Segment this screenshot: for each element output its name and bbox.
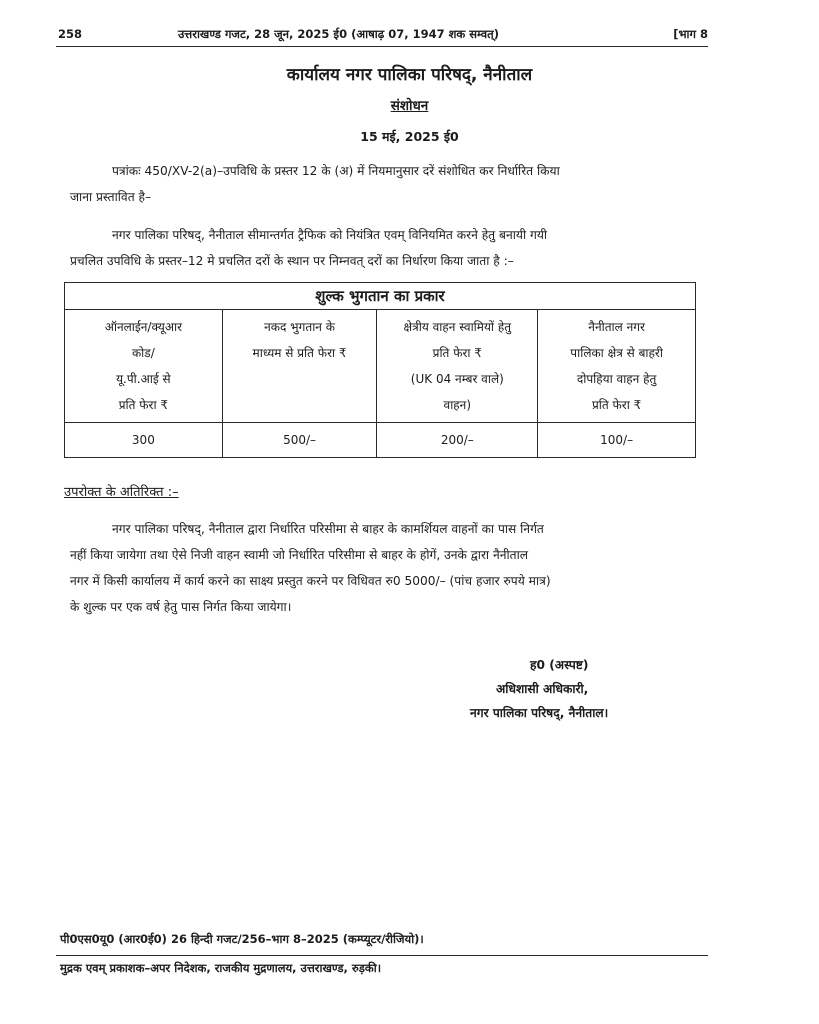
footer-divider	[56, 955, 708, 956]
paragraph-line: नगर पालिका परिषद्, नैनीताल द्वारा निर्धारित परिसीमा से बाहर के कामर्शियल वाहनों का पास निर्गत	[112, 522, 544, 536]
fee-value-cash: 500/–	[222, 423, 377, 458]
page-header	[58, 24, 708, 46]
footer-publisher: मुद्रक एवम् प्रकाशक–अपर निदेशक, राजकीय मुद्रणालय, उत्तराखण्ड, रुड़की।	[60, 961, 382, 975]
paragraph-line: नगर में किसी कार्यालय में कार्य करने का साक्ष्य प्रस्तुत करने पर विधिवत रु0 5000/– (पांच हजार रुपये मात्र)	[70, 574, 551, 588]
additional-heading	[64, 482, 179, 500]
fee-table-header-row	[65, 310, 696, 423]
fee-value-online: 300	[65, 423, 223, 458]
paragraph-line: नगर पालिका परिषद्, नैनीताल सीमान्तर्गत ट्रैफिक को नियंत्रित एवम् विनियमित करने हेतु बनायी गयी	[112, 228, 548, 242]
amendment-heading	[0, 96, 819, 114]
signatory-designation: अधिशासी अधिकारी,	[496, 682, 589, 696]
header-divider	[56, 46, 708, 47]
paragraph-reference	[70, 158, 700, 210]
fee-table-title: शुल्क भुगतान का प्रकार	[65, 283, 696, 310]
office-title: कार्यालय नगर पालिका परिषद्, नैनीताल	[286, 65, 533, 85]
page-number: 258	[58, 27, 83, 41]
footer-print-code: पी0एस0यू0 (आर0ई0) 26 हिन्दी गजट/256–भाग 8–2025 (कम्प्यूटर/रीजियो)।	[60, 932, 424, 946]
notice-date: 15 मई, 2025 ई0	[360, 129, 459, 144]
paragraph-line: पत्रांकः 450/XV-2(a)–उपविधि के प्रस्तर 12 के (अ) में नियमानुसार दरें संशोधित कर निर्धारित किया	[112, 164, 560, 178]
paragraph-line: जाना प्रस्तावित है–	[70, 190, 152, 204]
fee-table-values-row	[65, 423, 696, 458]
column-header-online: ऑनलाईन/क्यूआर कोड/ यू.पी.आई से प्रति फेरा ₹	[65, 310, 223, 423]
paragraph-introduction	[70, 222, 700, 274]
fee-value-outside-two-wheeler: 100/–	[538, 423, 696, 458]
signatory-office: नगर पालिका परिषद्, नैनीताल।	[470, 706, 609, 720]
fee-table	[64, 282, 696, 458]
column-header-cash: नकद भुगतान के माध्यम से प्रति फेरा ₹	[222, 310, 377, 423]
gazette-title: उत्तराखण्ड गजट, 28 जून, 2025 ई0 (आषाढ़ 07, 1947 शक सम्वत्)	[178, 27, 499, 41]
column-header-outside-two-wheeler: नैनीताल नगर पालिका क्षेत्र से बाहरी दोपहिया वाहन हेतु प्रति फेरा ₹	[538, 310, 696, 423]
additional-heading-text: उपरोक्त के अतिरिक्त :–	[64, 485, 179, 500]
paragraph-line: के शुल्क पर एक वर्ष हेतु पास निर्गत किया जायेगा।	[70, 600, 292, 614]
fee-value-local-owners: 200/–	[377, 423, 538, 458]
gazette-part: [भाग 8	[673, 27, 708, 41]
column-header-local-owners: क्षेत्रीय वाहन स्वामियों हेतु प्रति फेरा ₹ (UK 04 नम्बर वाले) वाहन)	[377, 310, 538, 423]
paragraph-line: प्रचलित उपविधि के प्रस्तर–12 मे प्रचलित दरों के स्थान पर निम्नवत् दरों का निर्धारण किया जाता है :–	[70, 254, 514, 268]
signature-line: ह0 (अस्पष्ट)	[530, 658, 589, 672]
paragraph-additional	[70, 516, 700, 620]
amendment-heading-text: संशोधन	[390, 98, 429, 114]
paragraph-line: नहीं किया जायेगा तथा ऐसे निजी वाहन स्वामी जो निर्धारित परिसीमा से बाहर के होगें, उनके द्वारा नैनीताल	[70, 548, 529, 562]
